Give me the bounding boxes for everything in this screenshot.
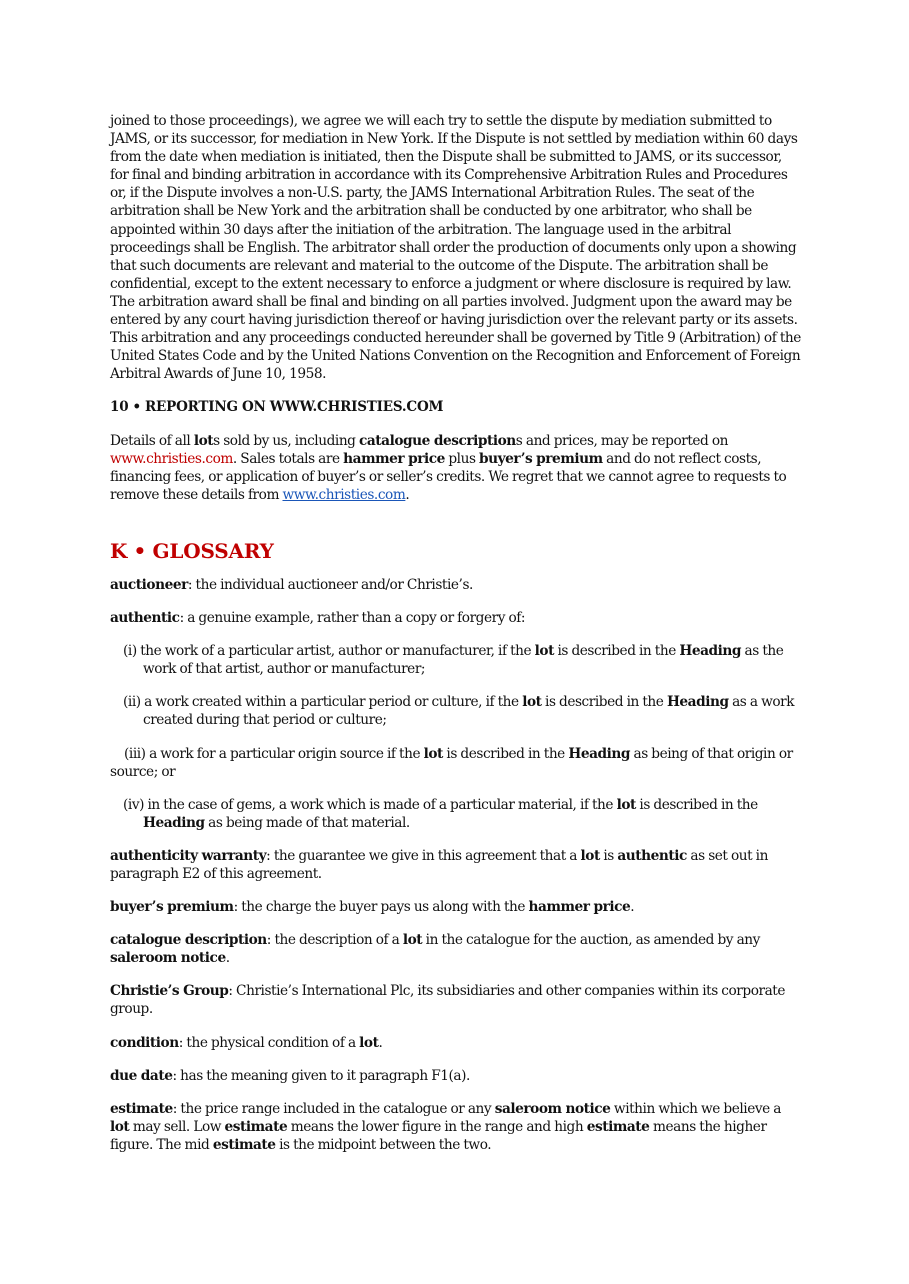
def-condition: condition: the physical condition of a lot. — [110, 1034, 383, 1051]
def-catalogue-description: catalogue description: the description of a lot in the catalogue for the auction, as amended by any saleroom notice. — [110, 932, 760, 967]
arbitration-paragraph: joined to those proceedings), we agree we will each try to settle the dispute by mediation submitted to JAMS, or its successor, for mediation in New York. If the Dispute is not settled by mediation within 60 days from the date when mediation is initiated, then the Dispute shall be submitted to JAMS, or its successor, for final and binding arbitration in accordance with its Comprehensive Arbitration Rules and Procedures or, if the Dispute involves a non-U.S. party, the JAMS International Arbitration Rules. The seat of the arbitration shall be New York and the arbitration shall be conducted by one arbitrator, who shall be appointed within 30 days after the initiation of the arbitration. The language used in the arbitral proceedings shall be English. The arbitrator shall order the production of documents only upon a showing that such documents are relevant and material to the outcome of the Dispute. The arbitration shall be confidential, except to the extent necessary to enforce a judgment or where disclosure is required by law. The arbitration award shall be final and binding on all parties involved. Judgment upon the award may be entered by any court having jurisdiction thereof or having jurisdiction over the relevant party or its assets. This arbitration and any proceedings conducted hereunder shall be governed by Title 9 (Arbitration) of the United States Code and by the United Nations Convention on the Recognition and Enforcement of Foreign Arbitral Awards of June 10, 1958. — [110, 113, 801, 383]
christies-link-blue[interactable]: www.christies.com — [282, 486, 406, 503]
def-authenticity-warranty: authenticity warranty: the guarantee we give in this agreement that a lot is authentic as set out in paragraph E2 of this agreement. — [110, 847, 768, 882]
def-auctioneer: auctioneer: the individual auctioneer and/or Christie’s. — [110, 576, 473, 593]
reporting-heading: 10 • REPORTING ON WWW.CHRISTIES.COM — [110, 399, 444, 416]
glossary-heading: K • GLOSSARY — [110, 538, 274, 563]
def-buyers-premium: buyer’s premium: the charge the buyer pays us along with the hammer price. — [110, 899, 635, 916]
def-christies-group: Christie’s Group: Christie’s International Plc, its subsidiaries and other companies within its corporate group. — [110, 983, 785, 1018]
authentic-sub-iii: (iii) a work for a particular origin source if the lot is described in the Heading as being of that origin or source; or — [110, 745, 793, 780]
authentic-sub-i: (i) the work of a particular artist, author or manufacturer, if the lot is described in the Heading as the work of that artist, author or manufacturer; — [123, 643, 784, 678]
page-content — [110, 112, 802, 1169]
reporting-paragraph: Details of all lots sold by us, including catalogue descriptions and prices, may be reported on www.christies.com. Sales totals are hammer price plus buyer’s premium and do not reflect costs, financing fees, or application of buyer’s or seller’s credits. We regret that we cannot agree to requests to remove these details from www.christies.com. — [110, 432, 787, 503]
def-authentic: authentic: a genuine example, rather than a copy or forgery of: — [110, 610, 526, 627]
authentic-sub-ii: (ii) a work created within a particular period or culture, if the lot is described in the Heading as a work created during that period or culture; — [123, 694, 795, 729]
def-due-date: due date: has the meaning given to it paragraph F1(a). — [110, 1067, 470, 1084]
def-estimate: estimate: the price range included in the catalogue or any saleroom notice within which we believe a lot may sell. Low estimate means the lower figure in the range and high estimate means the higher figure. The mid estimate is the midpoint between the two. — [110, 1100, 781, 1153]
authentic-sub-iv: (iv) in the case of gems, a work which is made of a particular material, if the lot is described in the Heading as being made of that material. — [123, 796, 758, 831]
christies-link-red[interactable]: www.christies.com — [110, 450, 233, 467]
